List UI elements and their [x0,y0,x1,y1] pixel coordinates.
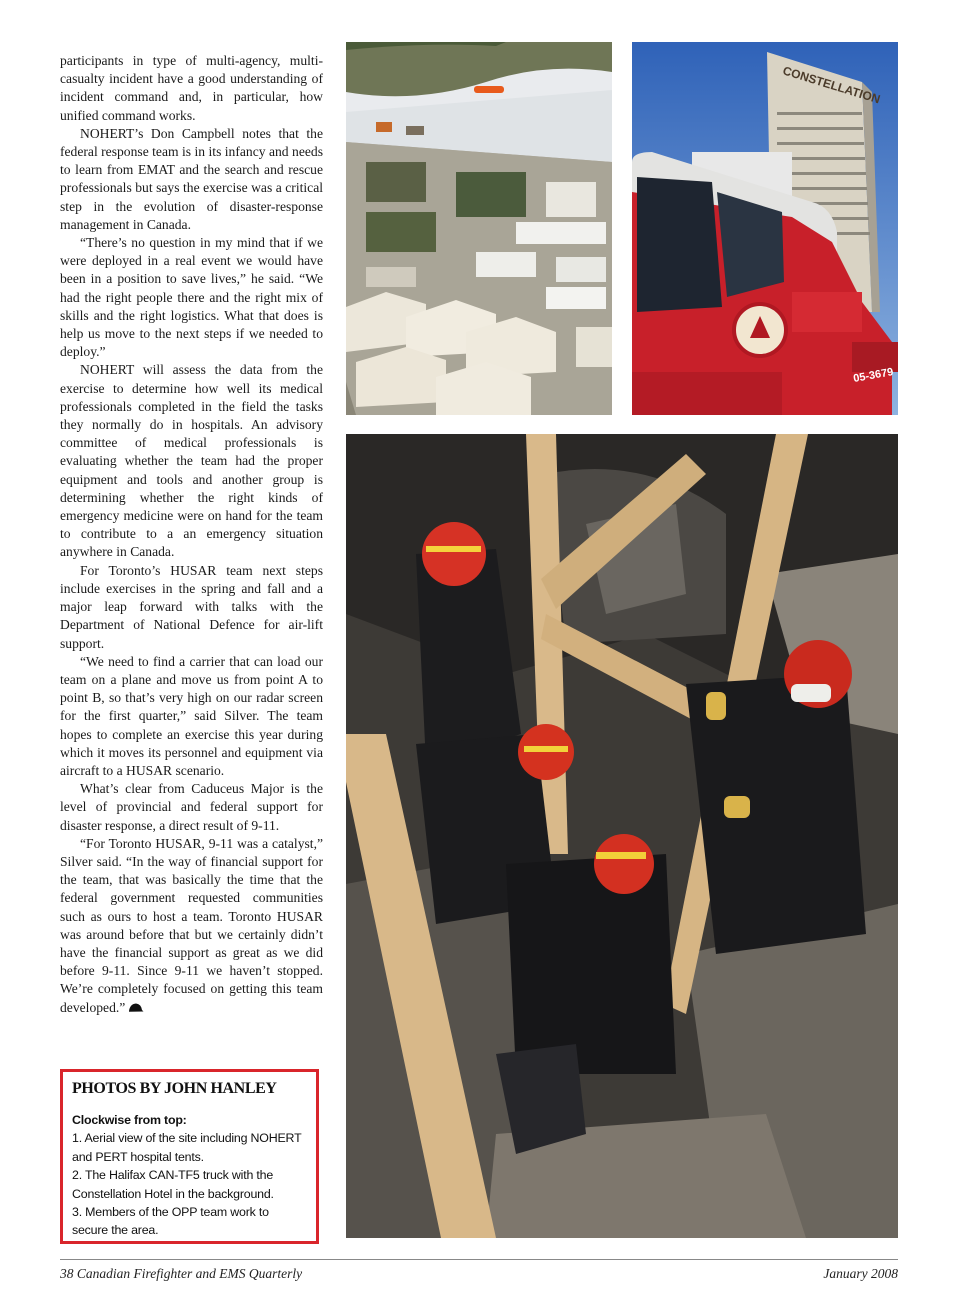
article-paragraph: “There’s no question in my mind that if we were deployed in a real event we would have been in a position to save lives,” he said. “We had the right people there and the right mix of skills and the right logistics. What that does is help us move to the next steps if we needed to deploy.” [60,235,323,360]
article-paragraph: participants in type of multi-agency, multi-casualty incident have a good understanding of incident command and, in particular, how unified command works. [60,53,323,123]
rescue-team-photo [346,434,898,1238]
worker-4 [686,640,866,954]
caption-heading: Clockwise from top: [72,1113,187,1127]
article-paragraph-text: “For Toronto HUSAR, 9-11 was a catalyst,” Silver said. “In the way of financial support for the team, that was basically the time that the federal government requested communities such as ours to host a team. Toronto HUSAR was around before that but we certainly didn’t have the financial support as great as we did before 9-11. Since 9-11 we haven’t stopped. We’re completely focused on getting this team developed.” [60,835,323,1015]
truck-number: 05-3679 [852,366,895,385]
footer-publication: 38 Canadian Firefighter and EMS Quarterly [60,1266,303,1281]
footer-date: January 2008 [823,1266,898,1281]
article-paragraph: NOHERT will assess the data from the exercise to determine how well its medical professionals completed in the field the tasks they normally do in hospitals. An advisory committee of medical professionals is evaluating whether the team had the proper equipment and tools and another group is determining whether the right kinds of emergency medicine were on hand for the team to contribute to a an emergency situation anywhere in Canada. [60,362,323,560]
caption-item: 3. Members of the OPP team work to secure the area. [72,1205,269,1238]
caption-item: 1. Aerial view of the site including NOHERT and PERT hospital tents. [72,1131,302,1164]
caption-item: 2. The Halifax CAN-TF5 truck with the Constellation Hotel in the background. [72,1168,274,1201]
article-paragraph: What’s clear from Caduceus Major is the level of provincial and federal support for disaster response, a direct result of 9-11. [60,781,323,833]
article-paragraph: For Toronto’s HUSAR team next steps include exercises in the spring and fall and a major leap forward with talks with the Department of National Defence for air-lift support. [60,562,323,651]
photo-credit-box [60,1069,319,1244]
footer-rule [60,1259,898,1260]
article-paragraph: NOHERT’s Don Campbell notes that the federal response team is in its infancy and needs to learn from EMAT and the search and rescue professionals but says the exercise was a critical step in the evolution of disaster-response management in Canada. [60,125,323,232]
aerial-site-photo [346,42,612,415]
article-paragraph: “We need to find a carrier that can load our team on a plane and move us from point A to point B, so that’s very high on our radar screen for the first quarter,” said Silver. The team hopes to complete an exercise this year during which it moves its personnel and equipment via aircraft to a HUSAR scenario. [60,653,323,778]
hotel-sign: CONSTELLATION [781,63,882,107]
truck-hotel-photo [632,42,898,415]
helmet-end-mark-icon [128,1002,144,1013]
photo-credit-title: PHOTOS BY JOHN HANLEY [72,1080,277,1097]
photo-caption [72,1111,307,1240]
article-paragraph-last [60,835,323,1017]
article-column [60,52,323,1017]
